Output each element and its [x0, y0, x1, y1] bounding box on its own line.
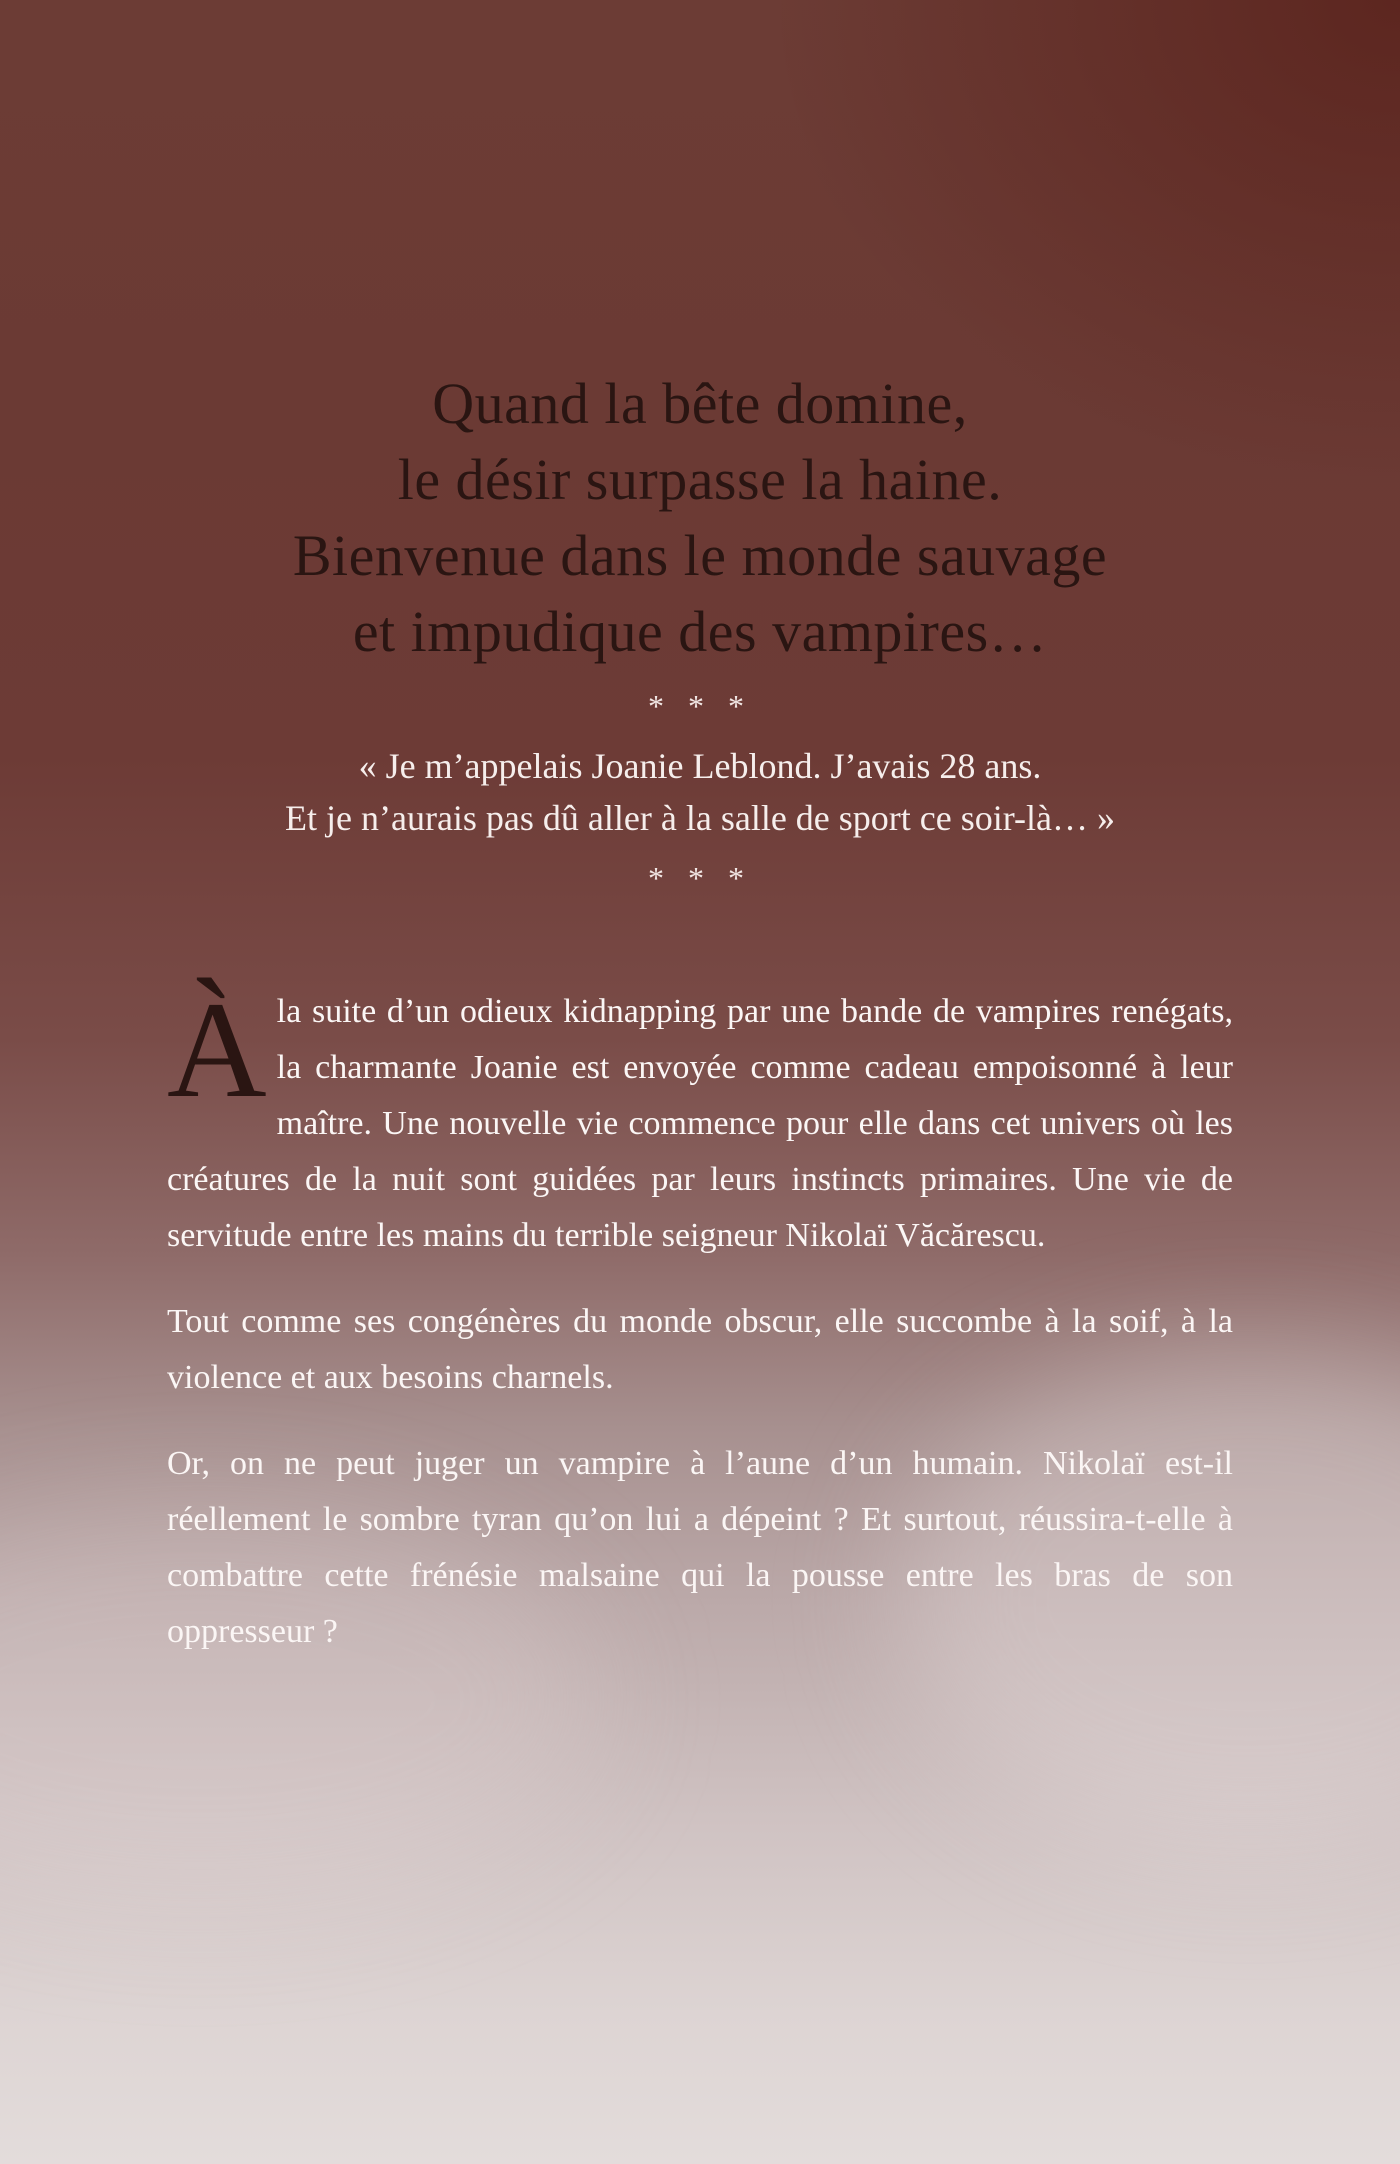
quote-line: Et je n’aurais pas dû aller à la salle de sport ce soir-là… »: [285, 798, 1115, 838]
synopsis: [167, 973, 1233, 1690]
separator-top: * * *: [648, 688, 752, 724]
quote: [0, 740, 1400, 844]
quote-line: « Je m’appelais Joanie Leblond. J’avais 28 ans.: [358, 746, 1042, 786]
synopsis-paragraph-3: Or, on ne peut juger un vampire à l’aune d’un humain. Nikolaï est-il réellement le sombre tyran qu’on lui a dépeint ? Et surtout, réussira-t-elle à combattre cette frénésie malsaine qui la pousse entre les bras de son oppresseur ?: [167, 1445, 1233, 1650]
tagline-line: et impudique des vampires…: [352, 599, 1048, 664]
synopsis-paragraph-2: Tout comme ses congénères du monde obscur, elle succombe à la soif, à la violence et aux besoins charnels.: [167, 1303, 1233, 1396]
tagline-line: Bienvenue dans le monde sauvage: [292, 523, 1108, 588]
dropcap: À: [167, 973, 267, 1126]
separator-bottom: * * *: [648, 860, 752, 896]
tagline-line: Quand la bête domine,: [432, 371, 968, 436]
tagline-line: le désir surpasse la haine.: [397, 447, 1003, 512]
tagline: [0, 366, 1400, 670]
synopsis-paragraph-1: [167, 973, 1233, 1264]
paragraph-text: la suite d’un odieux kidnapping par une bande de vampires renégats, la charmante Joanie est envoyée comme cadeau empoisonné à leur maître. Une nouvelle vie commence pour elle dans cet univers où les créatures de la nuit sont guidées par leurs instincts primaires. Une vie de servitude entre les mains du terrible seigneur Nikolaï Văcărescu.: [167, 993, 1233, 1254]
